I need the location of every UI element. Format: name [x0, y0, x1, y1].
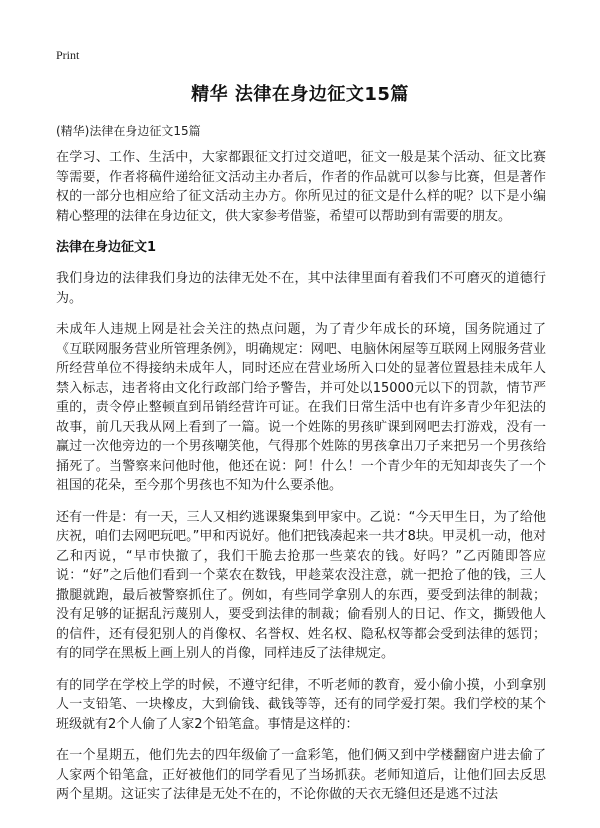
body-paragraph: 未成年人违规上网是社会关注的热点问题，为了青少年成长的环境，国务院通过了《互联网服务营业所管理条例》，明确规定：网吧、电脑休闲屋等互联网上网服务营业所经营单位不得接纳未成年人，同时还应在营业场所入口处的显著位置悬挂未成年人禁入标志，违者将由文化行政部门给予警告，并可处以15000元以下的罚款，情节严重的，责令停止整顿直到吊销经营许可证。在我们日常生活中也有许多青少年犯法的故事，前几天我从网上看到了一篇。说一个姓陈的男孩旷课到网吧去打游戏，没有一赢过一次他旁边的一个男孩嘲笑他，气得那个姓陈的男孩拿出刀子来把另一个男孩给捅死了。当警察来问他时他，他还在说：阿！什么！一个青少年的无知却丧失了一个祖国的花朵，至今那个男孩也不知为什么要杀他。 — [56, 322, 546, 493]
body-paragraph: 还有一件是：有一天，三人又相约逃课聚集到甲家中。乙说：“今天甲生日，为了给他庆祝，咱们去网吧玩吧。”甲和丙说好。他们把钱凑起来一共才8块。甲灵机一动，他对乙和丙说，“早市快撤了，我们干脆去抢那一些菜农的钱。好吗？”乙丙随即答应说：“好”之后他们看到一个菜农在数钱，甲趁菜农没注意，就一把抢了他的钱，三人撒腿就跑，最后被警察抓住了。例如，有些同学拿别人的东西，要受到法律的制裁；没有足够的证据乱污蔑别人，要受到法律的制裁；偷看别人的日记、作文，撕毁他人的信件，还有侵犯别人的肖像权、名誉权、姓名权、隐私权等都会受到法律的惩罚；有的同学在黑板上画上别人的肖像，同样违反了法律规定。 — [56, 509, 546, 661]
section-heading: 法律在身边征文1 — [56, 240, 157, 255]
body-paragraph: 在一个星期五，他们先去的四年级偷了一盒彩笔，他们俩又到中学楼翻窗户进去偷了人家两个铅笔盒，正好被他们的同学看见了当场抓获。老师知道后，让他们回去反思两个星期。这证实了法律是无处不在的，不论你做的天衣无缝但还是逃不过法 — [56, 748, 546, 802]
intro-paragraph: 在学习、工作、生活中，大家都跟征文打过交道吧，征文一般是某个活动、征文比赛等需要，作者将稿件递给征文活动主办者后，作者的作品就可以参与比赛，但是著作权的一部分也相应给了征文活动主办方。你所见过的征文是什么样的呢？以下是小编精心整理的法律在身边征文，供大家参考借鉴，希望可以帮助到有需要的朋友。 — [56, 150, 546, 224]
body-paragraph: 我们身边的法律我们身边的法律无处不在，其中法律里面有着我们不可磨灭的道德行为。 — [56, 271, 546, 306]
print-label: Print — [56, 48, 80, 62]
document-title: 精华 法律在身边征文15篇 — [191, 84, 409, 105]
body-paragraph: 有的同学在学校上学的时候，不遵守纪律，不听老师的教育，爱小偷小摸，小到拿别人一支铅笔、一块橡皮，大到偷钱、截钱等等，还有的同学爱打架。我们学校的某个班级就有2个人偷了人家2个铅笔盒。事情是这样的： — [56, 677, 546, 732]
document-body — [56, 148, 546, 817]
document-subtitle: (精华)法律在身边征文15篇 — [56, 124, 201, 138]
